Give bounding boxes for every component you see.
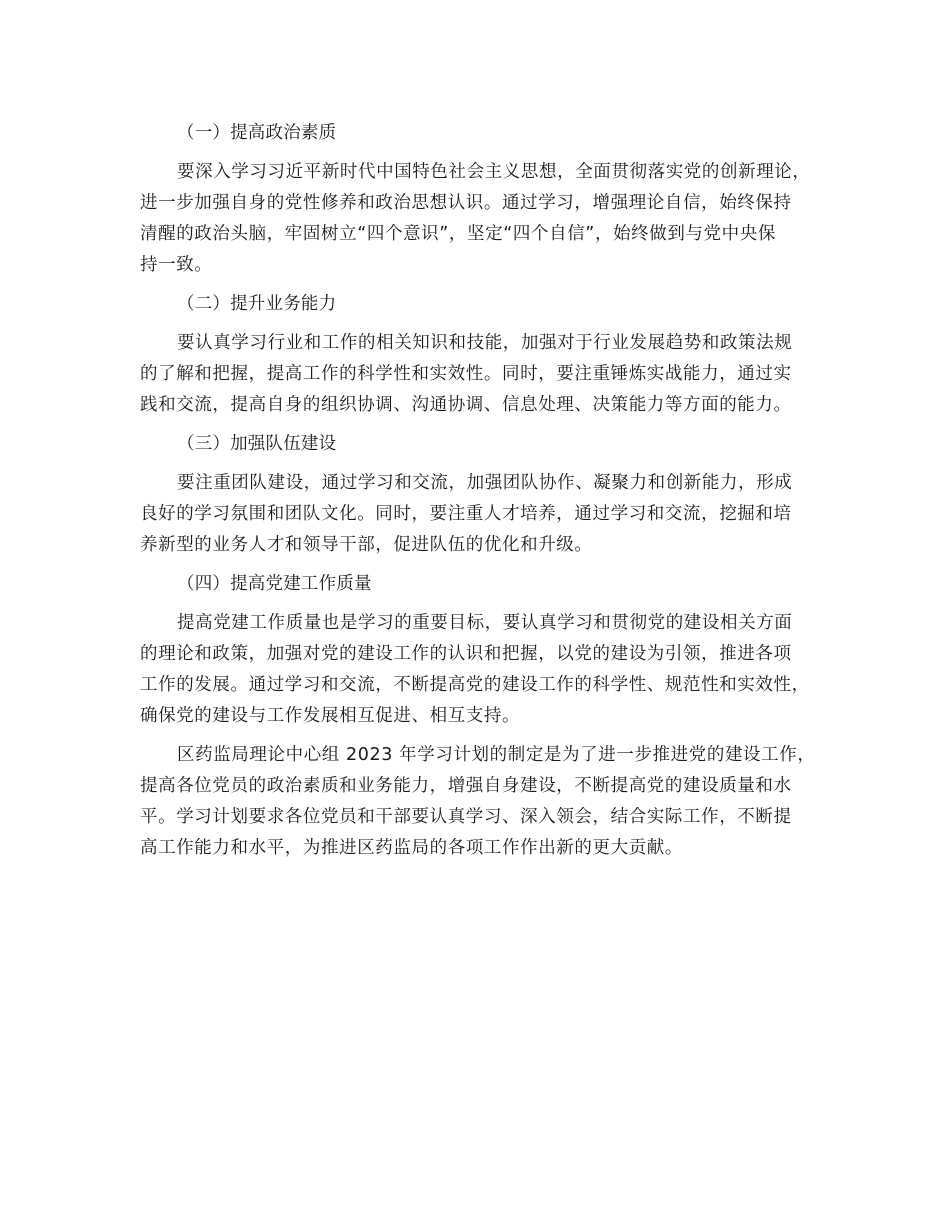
section-heading-4: （四）提高党建工作质量 (177, 574, 372, 594)
section-heading-3: （三）加强队伍建设 (177, 434, 337, 454)
paragraph-line: 提高各位党员的政治素质和业务能力，增强自身建设，不断提高党的建设质量和水 (140, 776, 792, 796)
document-body (140, 118, 830, 872)
section-paragraph-1 (140, 157, 830, 281)
paragraph-line: 区药监局理论中心组 2023 年学习计划的制定是为了进一步推进党的建设工作， (177, 745, 816, 765)
paragraph-line: 工作的发展。通过学习和交流，不断提高党的建设工作的科学性、规范性和实效性， (140, 675, 810, 695)
paragraph-line: 良好的学习氛围和团队文化。同时，要注重人才培养，通过学习和交流，挖掘和培 (140, 504, 792, 524)
paragraph-line: 持一致。 (140, 255, 213, 275)
section-paragraph-4 (140, 608, 830, 732)
conclusion-paragraph (140, 740, 830, 864)
section-paragraph-2 (140, 328, 830, 421)
paragraph-line: 提高党建工作质量也是学习的重要目标，要认真学习和贯彻党的建设相关方面 (177, 613, 793, 633)
paragraph-line: 要深入学习习近平新时代中国特色社会主义思想，全面贯彻落实党的创新理论， (177, 162, 811, 182)
paragraph-line: 进一步加强自身的党性修养和政治思想认识。通过学习，增强理论自信，始终保持 (140, 193, 792, 213)
paragraph-line: 确保党的建设与工作发展相互促进、相互支持。 (140, 706, 521, 726)
section-paragraph-3 (140, 468, 830, 561)
paragraph-line: 平。学习计划要求各位党员和干部要认真学习、深入领会，结合实际工作，不断提 (140, 807, 792, 827)
paragraph-line: 践和交流，提高自身的组织协调、沟通协调、信息处理、决策能力等方面的能力。 (140, 395, 792, 415)
paragraph-line: 要认真学习行业和工作的相关知识和技能，加强对于行业发展趋势和政策法规 (177, 333, 793, 353)
paragraph-line: 养新型的业务人才和领导干部，促进队伍的优化和升级。 (140, 535, 593, 555)
paragraph-line: 的了解和把握，提高工作的科学性和实效性。同时，要注重锤炼实战能力，通过实 (140, 364, 792, 384)
section-heading-2: （二）提升业务能力 (177, 294, 337, 314)
section-heading-1: （一）提高政治素质 (177, 123, 337, 143)
paragraph-line: 要注重团队建设，通过学习和交流，加强团队协作、凝聚力和创新能力，形成 (177, 473, 793, 493)
paragraph-line: 的理论和政策，加强对党的建设工作的认识和把握，以党的建设为引领，推进各项 (140, 644, 792, 664)
paragraph-line: 高工作能力和水平，为推进区药监局的各项工作作出新的更大贡献。 (140, 838, 683, 858)
paragraph-line: 清醒的政治头脑，牢固树立“四个意识”，坚定“四个自信”，始终做到与党中央保 (140, 224, 776, 244)
